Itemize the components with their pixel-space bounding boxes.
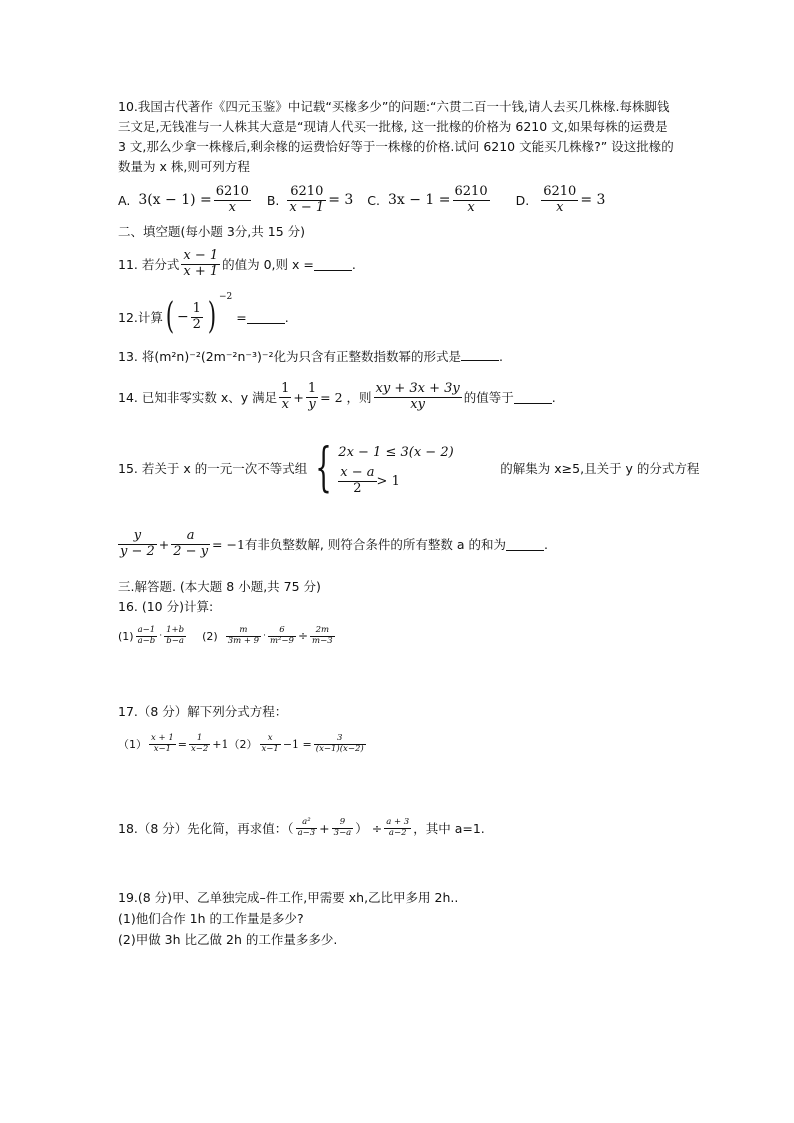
- option-d-right: = 3: [580, 192, 606, 208]
- q18-f2-numerator: 9: [332, 818, 354, 829]
- q18-middle: ） ÷: [355, 821, 383, 836]
- q11: [118, 244, 356, 284]
- q16-p2-dot: ·: [263, 631, 266, 641]
- q14-f1-numerator: 1: [281, 380, 290, 396]
- option-a-denominator: x: [228, 199, 236, 215]
- q17-p1-equals: =: [177, 737, 187, 751]
- q14-fraction-1: [279, 382, 291, 413]
- q16-p2-divide: ÷: [297, 629, 309, 643]
- section-2-heading: 二、填空题(每小题 3分,共 15 分): [118, 224, 306, 239]
- option-c-label: C.: [367, 192, 380, 208]
- q16-p1-f2-denominator: b−a: [166, 635, 184, 646]
- q17-p2-f1-denominator: x−1: [261, 743, 279, 754]
- q11-fraction: [181, 249, 220, 280]
- q18-f3-denominator: a−2: [388, 827, 407, 838]
- q12-answer-blank[interactable]: [247, 311, 285, 324]
- option-c-numerator: 6210: [454, 183, 488, 199]
- option-c-left: 3x − 1 =: [387, 192, 451, 208]
- q16-p2-f1-numerator: m: [226, 626, 261, 637]
- q16-p2-f3-numerator: 2m: [310, 626, 335, 637]
- q14-f2-numerator: 1: [307, 380, 317, 396]
- q11-prefix: 11. 若分式: [118, 257, 180, 272]
- q15-inequality-2: [338, 466, 440, 497]
- q16-parts: [118, 620, 337, 652]
- q12-minus: −: [176, 309, 189, 325]
- q14-answer-blank[interactable]: [514, 391, 552, 404]
- q13-end: .: [498, 349, 503, 364]
- q14-f2-denominator: y: [308, 396, 316, 412]
- q14-f3-numerator: xy + 3x + 3y: [375, 380, 460, 396]
- q15-suffix: 的解集为 x≥5,且关于 y 的分式方程: [500, 461, 700, 476]
- q18: [118, 812, 485, 844]
- q17-part2-label: （2）: [228, 738, 258, 751]
- q16-part2-label: (2): [202, 629, 218, 643]
- option-b-fraction: [287, 185, 326, 216]
- q12-exponent: −2: [219, 292, 233, 302]
- q17-p1-f1-numerator: x + 1: [151, 732, 174, 743]
- q14-f1-denominator: x: [281, 396, 289, 412]
- option-b-denominator: x − 1: [289, 199, 325, 215]
- q17-p2-f1-numerator: x: [260, 734, 281, 745]
- q17-p2-f2-numerator: 3: [314, 734, 366, 745]
- option-a-left: 3(x − 1) =: [138, 192, 212, 208]
- option-d-denominator: x: [556, 199, 564, 215]
- q16-part1-label: (1): [118, 629, 134, 643]
- q11-numerator: x − 1: [183, 247, 219, 263]
- q13-text: 13. 将(m²n)⁻²(2m⁻²n⁻³)⁻²化为只含有正整数指数幂的形式是: [118, 349, 461, 364]
- q14: [118, 377, 556, 417]
- q17-p1-fraction-2: [189, 734, 210, 755]
- q17-part1-label: （1）: [118, 738, 147, 751]
- q19-part-1: (1)他们合作 1h 的工作量是多少?: [118, 911, 304, 926]
- option-d-fraction: [541, 185, 578, 216]
- option-a-label: A.: [118, 192, 131, 208]
- section-3-heading: 三.解答题. (本大题 8 小题,共 75 分): [118, 579, 321, 594]
- q15-prefix: 15. 若关于 x 的一元一次不等式组: [118, 461, 308, 476]
- q12-fraction: [191, 302, 203, 333]
- option-a-fraction: [214, 185, 251, 216]
- q17-p1-fraction-1: [149, 734, 176, 755]
- q15-line2-suffix: 有非负整数解, 则符合条件的所有整数 a 的和为: [244, 537, 506, 552]
- q18-suffix: ，其中 a=1.: [413, 821, 485, 836]
- q17-parts: [118, 728, 368, 760]
- q17-p1-f1-denominator: x−1: [153, 743, 172, 754]
- q17-p1-f2-denominator: x−2: [190, 743, 209, 754]
- q17-p2-f2-denominator: (x−1)(x−2): [315, 743, 364, 754]
- option-d-label: D.: [515, 192, 530, 208]
- q15-fraction-1: [118, 529, 157, 560]
- q15-end: .: [543, 536, 548, 552]
- q14-fraction-2: [306, 382, 318, 413]
- q11-suffix: 的值为 0,则 x =: [222, 257, 314, 272]
- q15-answer-blank[interactable]: [506, 538, 544, 551]
- q12-end: .: [284, 309, 289, 325]
- q18-f3-numerator: a + 3: [386, 816, 410, 827]
- q17-p1-tail: +1: [212, 737, 229, 751]
- q14-suffix: 的值等于: [463, 390, 514, 405]
- q17-p1-f2-numerator: 1: [189, 734, 210, 745]
- q16-p1-dot: ·: [159, 631, 163, 641]
- q15-equals: = −1: [212, 536, 245, 552]
- q14-fraction-3: [374, 382, 462, 413]
- q15-brace: {: [315, 438, 333, 498]
- q11-end: .: [351, 256, 356, 272]
- q10-text: 10.我国古代著作《四元玉鉴》中记载“买椽多少”的问题:“六贯二百一十钱,请人去买几株椽.每株脚钱三文足,无钱准与一人株其大意是“现请人代买一批椽, 这一批椽的价格为 6210 文,如果每株的运费是 3 文,那么少拿一株椽后,剩余椽的运费恰好等于一株椽的价格.试问 6210 文能买几株椽?” 设这批椽的数量为 x 株,则可列方程: [118, 99, 674, 174]
- q15-ineq2-right: > 1: [376, 473, 400, 489]
- q18-fraction-1: [296, 818, 318, 839]
- q14-prefix: 14. 已知非零实数 x、y 满足: [118, 390, 278, 405]
- q18-fraction-2: [332, 818, 354, 839]
- q14-end: .: [551, 389, 556, 405]
- q16-p1-fraction-2: [164, 626, 186, 647]
- q18-f1-numerator: a²: [296, 818, 318, 829]
- q15-f1-numerator: y: [118, 529, 157, 545]
- q16-p2-f3-denominator: m−3: [312, 635, 333, 646]
- q16-p2-fraction-1: [226, 626, 261, 647]
- q10-options: [118, 180, 605, 220]
- q16-p2-fraction-2: [268, 626, 296, 647]
- q12-left-paren: (: [165, 296, 175, 337]
- q17-p2-middle: −1 =: [282, 737, 312, 751]
- q12-numerator: 1: [192, 300, 201, 316]
- q15-f2-denominator: 2 − y: [173, 543, 209, 559]
- q17-title: 17.（8 分）解下列分式方程：: [118, 704, 288, 719]
- q18-f2-denominator: 3−a: [333, 827, 352, 838]
- q17-p2-fraction-1: [260, 734, 281, 755]
- q16-p2-f2-numerator: 6: [268, 626, 296, 637]
- q15-fraction-2: [171, 529, 210, 560]
- q16-p1-f1-denominator: a−b: [137, 635, 156, 646]
- option-d-numerator: 6210: [543, 183, 577, 199]
- q15-line-2: [118, 522, 548, 566]
- q16-p1-fraction-1: [136, 626, 158, 647]
- q16-p1-f2-numerator: 1+b: [166, 624, 185, 635]
- q15-ineq2-fraction: [338, 466, 376, 497]
- q12-denominator: 2: [192, 316, 201, 332]
- q18-prefix: 18.（8 分）先化简，再求值：（: [118, 821, 294, 836]
- q17-p2-fraction-2: [314, 734, 366, 755]
- q18-fraction-3: [384, 818, 411, 839]
- q15-inequality-1: 2x − 1 ≤ 3(x − 2): [338, 444, 454, 460]
- q15-plus: +: [158, 536, 170, 552]
- q15-inequality-system: [338, 440, 454, 497]
- q15-f1-denominator: y − 2: [120, 543, 155, 559]
- q18-plus: +: [319, 820, 330, 836]
- q14-f3-denominator: xy: [410, 396, 425, 412]
- q16-p2-fraction-3: [310, 626, 335, 647]
- q15-f2-numerator: a: [171, 529, 210, 545]
- q16-title: 16. (10 分)计算:: [118, 599, 214, 614]
- option-c-denominator: x: [467, 199, 475, 215]
- q13: [118, 347, 503, 365]
- q15-ineq2-denominator: 2: [353, 480, 362, 496]
- q13-answer-blank[interactable]: [461, 348, 499, 361]
- q16-p2-f2-denominator: m²−9: [269, 635, 294, 646]
- q14-equation: = 2 ，则: [320, 390, 372, 405]
- q12: [118, 292, 289, 342]
- q16-p1-f1-numerator: a−1: [136, 626, 158, 637]
- option-a-numerator: 6210: [215, 183, 249, 199]
- q16-p2-f1-denominator: 3m + 9: [227, 635, 260, 646]
- option-c-fraction: [453, 185, 490, 216]
- q15-line-1: [118, 432, 699, 504]
- q12-prefix: 12.计算: [118, 310, 163, 325]
- q14-plus: +: [293, 389, 304, 405]
- q19-part-2: (2)甲做 3h 比乙做 2h 的工作量多多少.: [118, 932, 338, 947]
- q15-ineq2-numerator: x − a: [340, 464, 375, 480]
- q12-right-paren: ): [207, 296, 217, 337]
- option-b-label: B.: [266, 192, 280, 208]
- q11-denominator: x + 1: [183, 263, 219, 279]
- option-b-right: = 3: [328, 192, 354, 208]
- q18-f1-denominator: a−3: [297, 827, 316, 838]
- option-b-numerator: 6210: [287, 185, 326, 201]
- q19-title: 19.(8 分)甲、乙单独完成–件工作,甲需要 xh,乙比甲多用 2h..: [118, 890, 459, 905]
- q12-equals: =: [236, 309, 247, 325]
- q11-answer-blank[interactable]: [314, 258, 352, 271]
